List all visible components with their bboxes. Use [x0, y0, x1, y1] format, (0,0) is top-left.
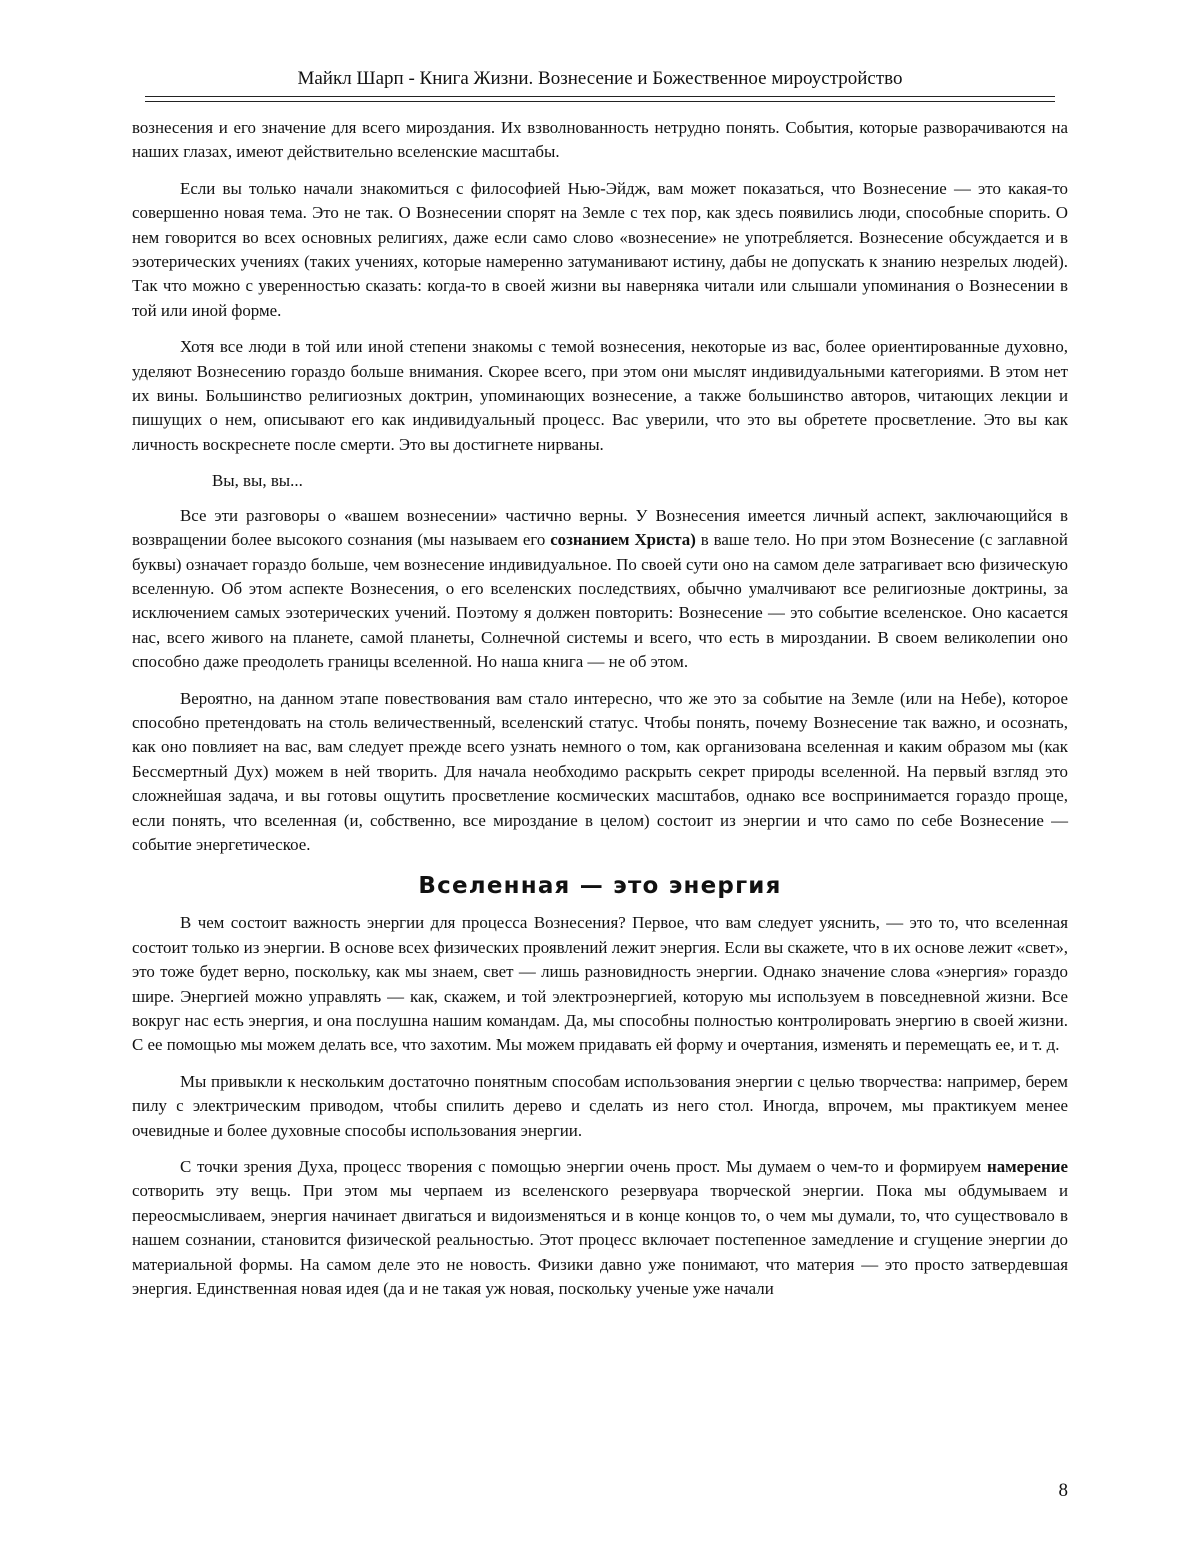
paragraph-text: С точки зрения Духа, процесс творения с помощью энергии очень прост. Мы думаем о чем-то и формируем: [180, 1157, 987, 1177]
running-header: Майкл Шарп - Книга Жизни. Вознесение и Божественное мироустройство: [297, 68, 903, 89]
paragraph: Вы, вы, вы...: [212, 471, 303, 491]
paragraph: Хотя все люди в той или иной степени знакомы с темой вознесения, некоторые из вас, более ориентированные духовно, уделяют Вознесению гораздо больше внимания. Скорее всего, при этом они мыслят индивидуальными категориями. В этом нет их вины. Большинство религиозных доктрин, упоминающих вознесение, а также большинство авторов, читающих лекции и пишущих о нем, описывают его как индивидуальный процесс. Вас уверили, что это вы обретете просветление. Это вы как личность воскреснете после смерти. Это вы достигнете нирваны.: [132, 337, 1068, 454]
paragraph: [132, 1155, 1068, 1301]
section-heading: Вселенная — это энергия: [418, 873, 782, 900]
bold-term: сознанием Христа): [550, 530, 696, 550]
page-number: 8: [1058, 1480, 1068, 1501]
paragraph: Вероятно, на данном этапе повествования вам стало интересно, что же это за событие на Земле (или на Небе), которое способно претендовать на столь величественный, вселенский статус. Чтобы понять, почему Вознесение так важно, и осознать, как оно повлияет на вас, вам следует прежде всего узнать немного о том, как организована вселенная и каким образом мы (как Бессмертный Дух) можем в ней творить. Для начала необходимо раскрыть секрет природы вселенной. На первый взгляд это сложнейшая задача, и вы готовы ощутить просветление космических масштабов, однако все воспринимается гораздо проще, если понять, что вселенная (и, собственно, все мироздание в целом) состоит из энергии и что само по себе Вознесение — событие энергетическое.: [132, 688, 1068, 854]
paragraph: Мы привыкли к нескольким достаточно понятным способам использования энергии с целью творчества: например, берем пилу с электрическим приводом, чтобы спилить дерево и сделать из него стол. Иногда, впрочем, мы практикуем менее очевидные и более духовные способы использования энергии.: [132, 1071, 1068, 1140]
paragraph: Если вы только начали знакомиться с философией Нью-Эйдж, вам может показаться, что Вознесение — это какая-то совершенно новая тема. Это не так. О Вознесении спорят на Земле с тех пор, как здесь появились люди, способные спорить. О нем говорится во всех основных религиях, даже если само слово «вознесение» не употребляется. Вознесение обсуждается и в эзотерических учениях (таких учениях, которые намеренно затуманивают истину, дабы не допускать к знанию незрелых людей). Так что можно с уверенностью сказать: когда-то в своей жизни вы наверняка читали или слышали упоминания о Вознесении в той или иной форме.: [132, 178, 1068, 320]
page-body: [132, 116, 1068, 1313]
paragraph: В чем состоит важность энергии для процесса Вознесения? Первое, что вам следует уяснить, — это то, что вселенная состоит только из энергии. В основе всех физических проявлений лежит энергия. Если вы скажете, что в их основе лежит «свет», это тоже будет верно, поскольку, как мы знаем, свет — лишь разновидность энергии. Однако значение слова «энергия» гораздо шире. Энергией можно управлять — как, скажем, и той электроэнергией, которую мы используем в повседневной жизни. Все вокруг нас есть энергия, и она послушна нашим командам. Да, мы способны полностью контролировать энергию в своей жизни. С ее помощью мы можем делать все, что захотим. Мы можем придавать ей форму и очертания, изменять и перемещать ее, и т. д.: [132, 913, 1068, 1055]
paragraph-text: сотворить эту вещь. При этом мы черпаем из вселенского резервуара творческой энергии. Пока мы обдумываем и переосмысливаем, энергия начинает двигаться и видоизменяться и в конце концов то, о чем мы думали, то, что существовало в нашем сознании, становится физической реальностью. Этот процесс включает постепенное замедление и сгущение энергии до материальной формы. На самом деле это не новость. Физики давно уже понимают, что материя — это просто затвердевшая энергия. Единственная новая идея (да и не такая уж новая, поскольку ученые уже начали: [132, 1181, 1068, 1299]
paragraph-text: в ваше тело. Но при этом Вознесение (с заглавной буквы) означает гораздо больше, чем вознесение индивидуальное. По своей сути оно на самом деле затрагивает всю физическую вселенную. Об этом аспекте Вознесения, о его вселенских последствиях, обычно умалчивают все религиозные доктрины, за исключением самых эзотерических учений. Поэтому я должен повторить: Вознесение — это событие вселенское. Оно касается нас, всего живого на планете, самой планеты, Солнечной системы и всего, что есть в мироздании. В своем великолепии оно способно даже преодолеть границы вселенной. Но наша книга — не об этом.: [132, 530, 1068, 672]
paragraph: [132, 504, 1068, 675]
paragraph: вознесения и его значение для всего мироздания. Их взволнованность нетрудно понять. События, которые разворачиваются на наших глазах, имеют действительно вселенские масштабы.: [132, 118, 1068, 162]
paragraph-text: Все эти разговоры о «вашем вознесении» частично верны. У Вознесения имеется личный аспект, заключающийся в возвращении более высокого сознания (мы называем его: [132, 505, 1068, 550]
bold-term: намерение: [986, 1157, 1068, 1177]
header-divider: [145, 96, 1055, 102]
